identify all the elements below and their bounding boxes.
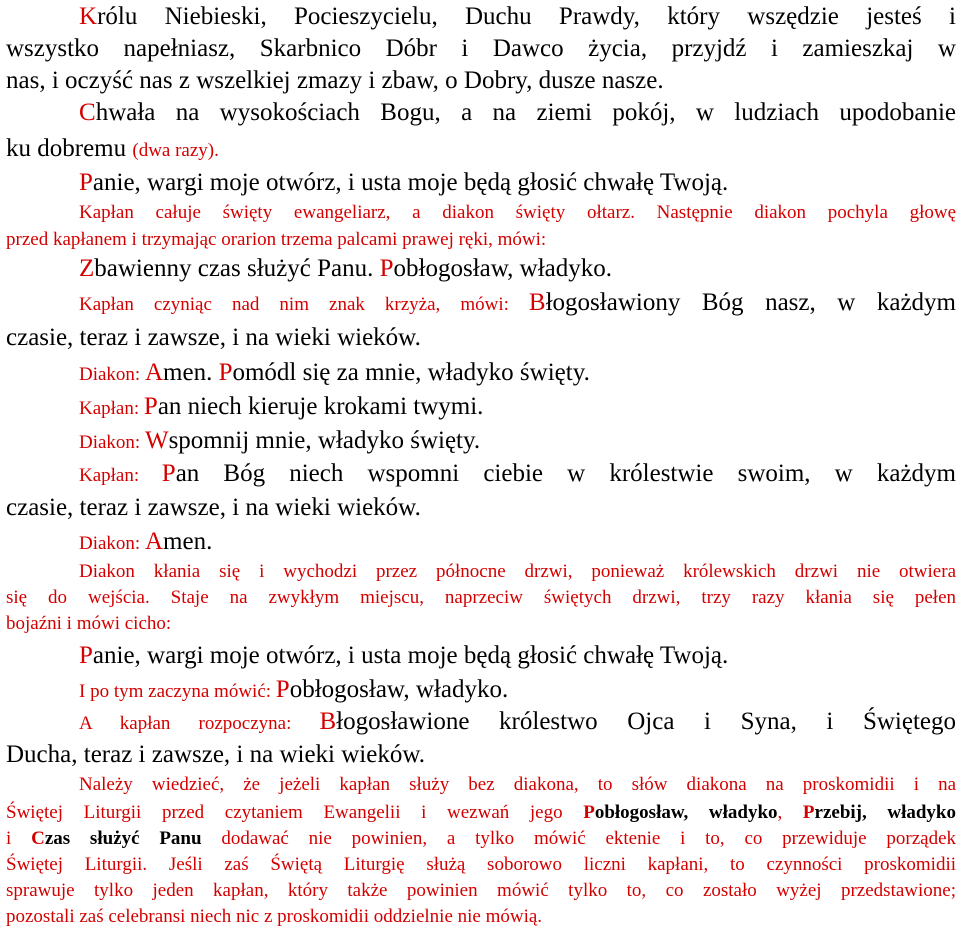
- prayer-text: rólu Niebieski, Pocieszycielu, Duchu Prawdy, który wszędzie jesteś i: [97, 3, 956, 30]
- rubric-text: A: [144, 528, 164, 555]
- rubric-text: A kapłan rozpoczyna:: [79, 713, 320, 734]
- rubric-text: Kapłan:: [79, 398, 144, 419]
- text-line-8: [6, 227, 956, 253]
- prayer-text: hwała na wysokościach Bogu, a na ziemi pokój, w ludziach upodobanie: [95, 99, 956, 126]
- text-line-24: [6, 738, 956, 772]
- prayer-text: an Bóg niech wspomni ciebie w królestwie swoim, w każdym: [175, 460, 956, 487]
- text-line-16: [6, 491, 956, 525]
- rubric-text: Następnie diakon pochyla głowę: [656, 202, 956, 223]
- text-line-26: [6, 800, 956, 826]
- rubric-text: W: [144, 427, 169, 454]
- text-line-3: [6, 64, 956, 98]
- prayer-text: anie, wargi moje otwórz, i usta moje będą głosić chwałę Twoją.: [92, 642, 729, 669]
- rubric-text: P: [161, 460, 176, 487]
- prayer-text: anie, wargi moje otwórz, i usta moje będą głosić chwałę Twoją.: [92, 169, 729, 196]
- rubric-text: P: [79, 169, 93, 196]
- prayer-text: spomnij mnie, władyko święty.: [168, 427, 481, 454]
- text-line-23: [6, 705, 956, 741]
- prayer-text: C: [31, 828, 45, 849]
- rubric-text: Z: [79, 255, 95, 282]
- rubric-text: Diakon:: [79, 432, 145, 453]
- rubric-text: przed kapłanem i trzymając orarion trzema palcami prawej ręki, mówi:: [6, 229, 547, 250]
- text-line-28: [6, 852, 956, 878]
- text-line-17: [6, 525, 956, 561]
- text-line-21: [6, 639, 956, 673]
- text-line-25: [6, 772, 956, 798]
- prayer-text: łogosławione królestwo Ojca i Syna, i Świętego: [336, 708, 956, 735]
- rubric-text: P: [379, 255, 394, 282]
- prayer-text: men.: [163, 528, 213, 555]
- rubric-text: Diakon kłania się i wychodzi przez północne drzwi, ponieważ królewskich drzwi nie otwiera: [79, 561, 956, 582]
- rubric-text: Jeśli zaś Świętą Liturgię służą soborowo liczni kapłani, to czynności proskomidii: [168, 854, 957, 875]
- rubric-text: ,: [777, 802, 803, 823]
- text-line-20: [6, 611, 956, 637]
- rubric-text: bojaźni i mówi cicho:: [6, 613, 172, 634]
- prayer-text: an niech kieruje krokami twymi.: [157, 393, 484, 420]
- rubric-text: B: [319, 708, 337, 735]
- text-line-15: [6, 457, 956, 493]
- prayer-text: zas służyć Panu: [44, 828, 202, 849]
- rubric-text: Staje na zwykłym miejscu, naprzeciw świętych drzwi, trzy razy kłania się pełen: [170, 587, 957, 608]
- rubric-text: pozostali zaś celebransi niech nic z proskomidii oddzielnie nie mówią.: [6, 906, 543, 927]
- prayer-text: obłogosław, władyko.: [289, 676, 509, 703]
- text-line-19: [6, 585, 956, 611]
- prayer-text: wszystko napełniasz, Skarbnico Dóbr i Dawco życia, przyjdź i zamieszkaj w: [6, 35, 956, 62]
- rubric-text: Świętej Liturgii.: [6, 854, 169, 875]
- rubric-text: sprawuje tylko jeden kapłan, który także powinien mówić tylko to, co zostało wyżej przedstawione;: [6, 880, 956, 901]
- text-line-7: [6, 200, 956, 226]
- prayer-text: Ducha, teraz i zawsze, i na wieki wieków.: [6, 741, 426, 768]
- rubric-text: Kapłan czyniąc nad nim znak krzyża, mówi:: [79, 294, 529, 315]
- rubric-text: Diakon:: [79, 533, 145, 554]
- prayer-text: men.: [163, 359, 219, 386]
- prayer-text: obłogosław, władyko.: [393, 255, 613, 282]
- rubric-text: A: [144, 359, 164, 386]
- rubric-text: C: [79, 99, 96, 126]
- rubric-text: P: [218, 359, 233, 386]
- prayer-text: bawienny czas służyć Panu.: [94, 255, 380, 282]
- text-line-29: [6, 878, 956, 904]
- text-line-11: [6, 321, 956, 355]
- text-line-5: [6, 132, 956, 168]
- text-line-4: [6, 96, 956, 130]
- text-line-14: [6, 424, 956, 460]
- prayer-text: ku dobremu: [6, 135, 133, 162]
- text-line-18: [6, 559, 956, 585]
- prayer-text: omódl się za mnie, władyko święty.: [232, 359, 590, 386]
- text-line-1: [6, 0, 956, 34]
- text-line-22: [6, 673, 956, 709]
- prayer-text: P: [802, 802, 815, 823]
- rubric-text: Kapłan:: [79, 465, 162, 486]
- prayer-text: P: [583, 802, 595, 823]
- text-line-10: [6, 286, 956, 322]
- text-line-12: [6, 356, 956, 392]
- prayer-text: czasie, teraz i zawsze, i na wieki wieków.: [6, 324, 421, 351]
- prayer-text: obłogosław, władyko: [594, 802, 778, 823]
- rubric-text: K: [79, 3, 98, 30]
- rubric-text: I po tym zaczyna mówić:: [79, 681, 276, 702]
- prayer-text: łogosławiony Bóg nasz, w każdym: [545, 289, 957, 316]
- prayer-text: rzebij, władyko: [814, 802, 956, 823]
- rubric-text: P: [275, 676, 290, 703]
- text-line-2: [6, 32, 956, 66]
- text-line-9: [6, 252, 956, 286]
- prayer-text: nas, i oczyść nas z wszelkiej zmazy i zbaw, o Dobry, dusze nasze.: [6, 67, 664, 94]
- rubric-text: Kapłan całuje święty ewangeliarz, a diakon święty ołtarz.: [79, 202, 657, 223]
- rubric-text: dodawać nie powinien, a tylko mówić ektenie i to, co przewiduje porządek: [201, 828, 957, 849]
- text-line-27: [6, 826, 956, 852]
- rubric-text: B: [528, 289, 546, 316]
- rubric-text: i: [6, 828, 32, 849]
- rubric-text: (dwa razy).: [132, 140, 219, 161]
- rubric-text: P: [79, 642, 93, 669]
- text-line-13: [6, 390, 956, 426]
- rubric-text: P: [143, 393, 158, 420]
- rubric-text: Świętej Liturgii przed czytaniem Ewangelii i wezwań jego: [6, 802, 584, 823]
- text-line-30: [6, 904, 956, 930]
- prayer-text: czasie, teraz i zawsze, i na wieki wieków.: [6, 494, 421, 521]
- rubric-text: Diakon:: [79, 364, 145, 385]
- text-line-6: [6, 166, 956, 200]
- rubric-text: Należy wiedzieć, że jeżeli kapłan służy bez diakona, to słów diakona na proskomidii i na: [79, 774, 956, 795]
- rubric-text: się do wejścia.: [6, 587, 171, 608]
